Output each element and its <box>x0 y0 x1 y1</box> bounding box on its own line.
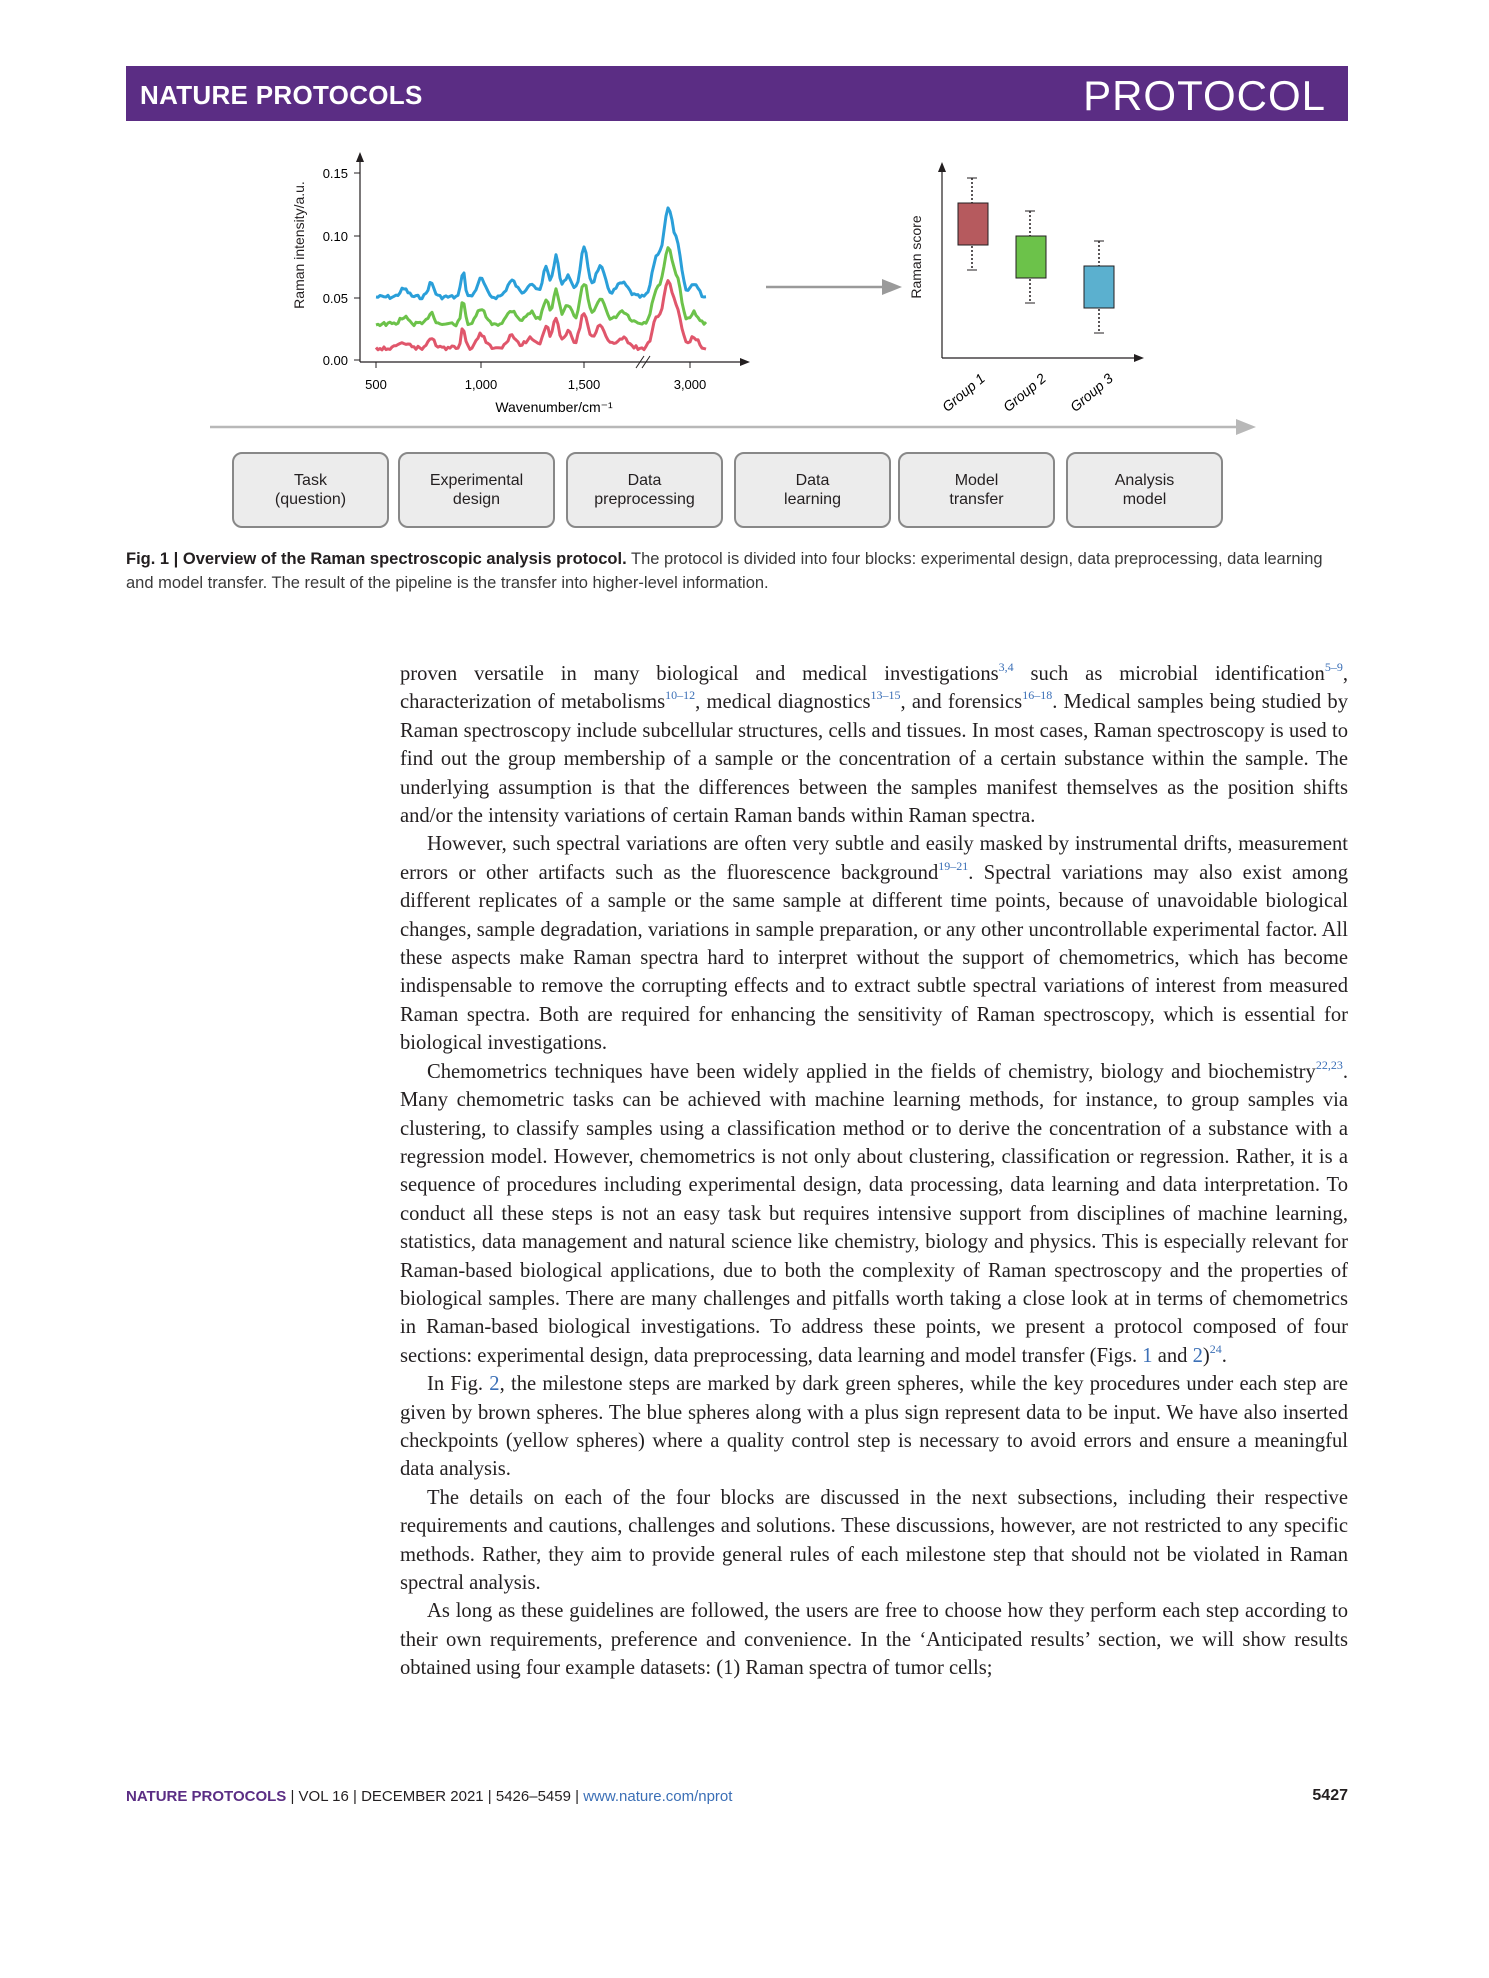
pipeline-label: Data <box>627 472 662 489</box>
pipeline-data-learning-box <box>734 452 891 528</box>
figure-caption <box>126 547 1348 595</box>
footer-pages: 5426–5459 <box>495 1788 571 1805</box>
paragraph: However, such spectral variations are often very subtle and easily masked by instrumental drifts, measurement errors or other artifacts such as the fluorescence background$^{19-21}$. Spectral variations may also exist among different replicates of a sample or the same sample at different time points, because of unavoidable biological changes, sample degradation, variations in sample preparation, or any other uncontrollable experimental factor. All these aspects make Raman spectra hard to interpret without the support of chemometrics, which has become indispensable to remove the corrupting effects and to extract subtle spectral variations of interest from measured Raman spectra. Both are required for enhancing the sensitivity of Raman spectroscopy, which is essential for biological investigations. <box>400 833 1348 1055</box>
y-tick-label: 0.10 <box>322 229 348 244</box>
figure-link[interactable]: 2 <box>1192 1344 1203 1367</box>
spectra-chart <box>291 152 750 415</box>
figure-link[interactable]: 1 <box>1142 1344 1153 1367</box>
footer-separator: | <box>570 1788 584 1805</box>
page-number: 5427 <box>1312 1787 1348 1804</box>
footer-volume: VOL 16 <box>298 1788 349 1805</box>
group-label: Group 3 <box>1066 370 1116 415</box>
pipeline-label: preprocessing <box>594 491 695 508</box>
box-group-1 <box>958 203 988 245</box>
citation[interactable]: 5–9 <box>1324 660 1343 674</box>
spectra-y-label: Raman intensity/a.u. <box>291 181 307 309</box>
article-body <box>400 660 1348 1683</box>
pipeline-arrow <box>210 419 1256 435</box>
pipeline-label: model <box>1122 491 1167 508</box>
box-group-2 <box>1016 236 1046 278</box>
footer-journal: NATURE PROTOCOLS <box>126 1788 287 1805</box>
citation[interactable]: 19–21 <box>938 858 969 873</box>
x-tick-label: 3,000 <box>673 377 707 392</box>
pipeline-label: Data <box>795 472 830 489</box>
footer-date: DECEMBER 2021 <box>361 1788 484 1805</box>
score-y-label: Raman score <box>908 215 924 299</box>
group-label: Group 1 <box>938 370 988 415</box>
footer-separator: | <box>483 1788 496 1805</box>
y-tick-label: 0.00 <box>322 353 348 368</box>
x-tick-label: 1,000 <box>464 377 498 392</box>
score-y-axis-arrow <box>938 162 946 172</box>
citation[interactable]: 22,23 <box>1315 1057 1343 1072</box>
transfer-arrow <box>766 279 902 295</box>
footer-separator: | <box>348 1788 362 1805</box>
box-group-3 <box>1084 266 1114 308</box>
spectra-x-label: Wavenumber/cm⁻¹ <box>495 399 613 415</box>
pipeline-label: learning <box>784 491 841 508</box>
pipeline-label: transfer <box>949 491 1004 508</box>
spectra-x-axis-arrow <box>740 358 750 366</box>
footer-separator: | <box>286 1788 299 1805</box>
x-tick-label: 1,500 <box>567 377 601 392</box>
paragraph: As long as these guidelines are followed, the users are free to choose how they perform each step according to their own requirements, preference and convenience. In the ‘Anticipated results’ section, we will show results obtained using four example datasets: (1) Raman spectra of tumor cells; <box>400 1600 1348 1680</box>
citation[interactable]: 3,4 <box>998 660 1014 674</box>
figure-graphics <box>126 140 1348 450</box>
paragraph: Chemometrics techniques have been widely applied in the fields of chemistry, biology and biochemistry$^{22,23}$. Many chemometric tasks can be achieved with machine learning methods, for instance, to group samples via clustering, to classify samples using a classification method or to derive the concentration of a substance with a regression model. However, chemometrics is not only about clustering, classification or regression. Rather, it is a sequence of procedures including experimental design, data processing, data learning and data interpretation. To conduct all these steps is not an easy task but requires intensive support from disciplines of machine learning, statistics, data management and natural science like chemistry, biology and physics. This is especially relevant for Raman-based biological applications, due to both the complexity of Raman spectroscopy and the properties of biological samples. There are many challenges and pitfalls worth taking a close look at in terms of chemometrics in Raman-based biological investigations. To address these points, we present a protocol composed of four sections: experimental design, data preprocessing, data learning and model transfer (Figs. 1 and 2)$^{24}$. <box>400 1057 1348 1367</box>
pipeline-analysis-model-box <box>1066 452 1223 528</box>
x-tick-label: 500 <box>365 377 387 392</box>
spectra-y-axis-arrow <box>356 152 364 162</box>
y-tick-label: 0.15 <box>322 166 348 181</box>
score-chart <box>908 162 1144 415</box>
pipeline-label: Experimental <box>429 472 524 489</box>
pipeline-label: (question) <box>274 491 347 508</box>
pipeline-label: Task <box>294 472 327 489</box>
citation[interactable]: 24 <box>1209 1341 1222 1356</box>
y-tick-label: 0.05 <box>322 291 348 306</box>
pipeline-task-box <box>232 452 389 528</box>
pipeline-experimental-design-box <box>398 452 555 528</box>
pipeline-model-transfer-box <box>898 452 1055 528</box>
score-x-axis-arrow <box>1134 354 1144 362</box>
journal-header <box>126 66 1348 121</box>
group-label: Group 2 <box>999 370 1049 415</box>
citation[interactable]: 10–12 <box>665 688 696 703</box>
paragraph: The details on each of the four blocks are discussed in the next subsections, including their respective requirements and cautions, challenges and solutions. These discussions, however, are not restricted to any specific methods. Rather, they aim to provide general rules of each milestone step that should not be violated in Raman spectral analysis. <box>400 1486 1348 1594</box>
footer-url[interactable]: www.nature.com/nprot <box>583 1788 733 1805</box>
citation[interactable]: 16–18 <box>1022 688 1053 703</box>
article-type: PROTOCOL <box>1083 72 1326 119</box>
journal-name: NATURE PROTOCOLS <box>140 80 423 110</box>
pipeline-data-preprocessing-box <box>566 452 723 528</box>
citation[interactable]: 13–15 <box>870 688 901 703</box>
pipeline-label: Model <box>954 472 999 489</box>
figure-1 <box>126 140 1348 540</box>
spectrum-blue <box>376 208 706 299</box>
paragraph: proven versatile in many biological and medical investigations$^{3,4}$ such as microbial identification$^{5-9}$, characterization of metabolisms$^{10-12}$, medical diagnostics$^{13-15}$, and forensics$^{16-18}$. Medical samples being studied by Raman spectroscopy include subcellular structures, cells and tissues. In most cases, Raman spectroscopy is used to find out the group membership of a sample or the concentration of a certain substance within the sample. The underlying assumption is that the differences between the samples manifest themselves as the position shifts and/or the intensity variations of certain Raman bands within Raman spectra. <box>400 660 1348 828</box>
caption-text: The protocol is divided into four blocks: experimental design, data preprocessing, data learning and model transfer. The result of the pipeline is the transfer into higher-level information. <box>126 550 1323 592</box>
footer-citation <box>126 1788 732 1805</box>
figure-link[interactable]: 2 <box>489 1373 500 1396</box>
pipeline-label: Analysis <box>1114 472 1175 489</box>
caption-label: Fig. 1 | Overview of the Raman spectroscopic analysis protocol. <box>126 550 627 568</box>
pipeline-label: design <box>452 491 501 508</box>
paragraph: In Fig. 2, the milestone steps are marked by dark green spheres, while the key procedures under each step are given by brown spheres. The blue spheres along with a plus sign represent data to be input. We have also inserted checkpoints (yellow spheres) where a quality control step is necessary to avoid errors and ensure a meaningful data analysis. <box>400 1373 1348 1481</box>
